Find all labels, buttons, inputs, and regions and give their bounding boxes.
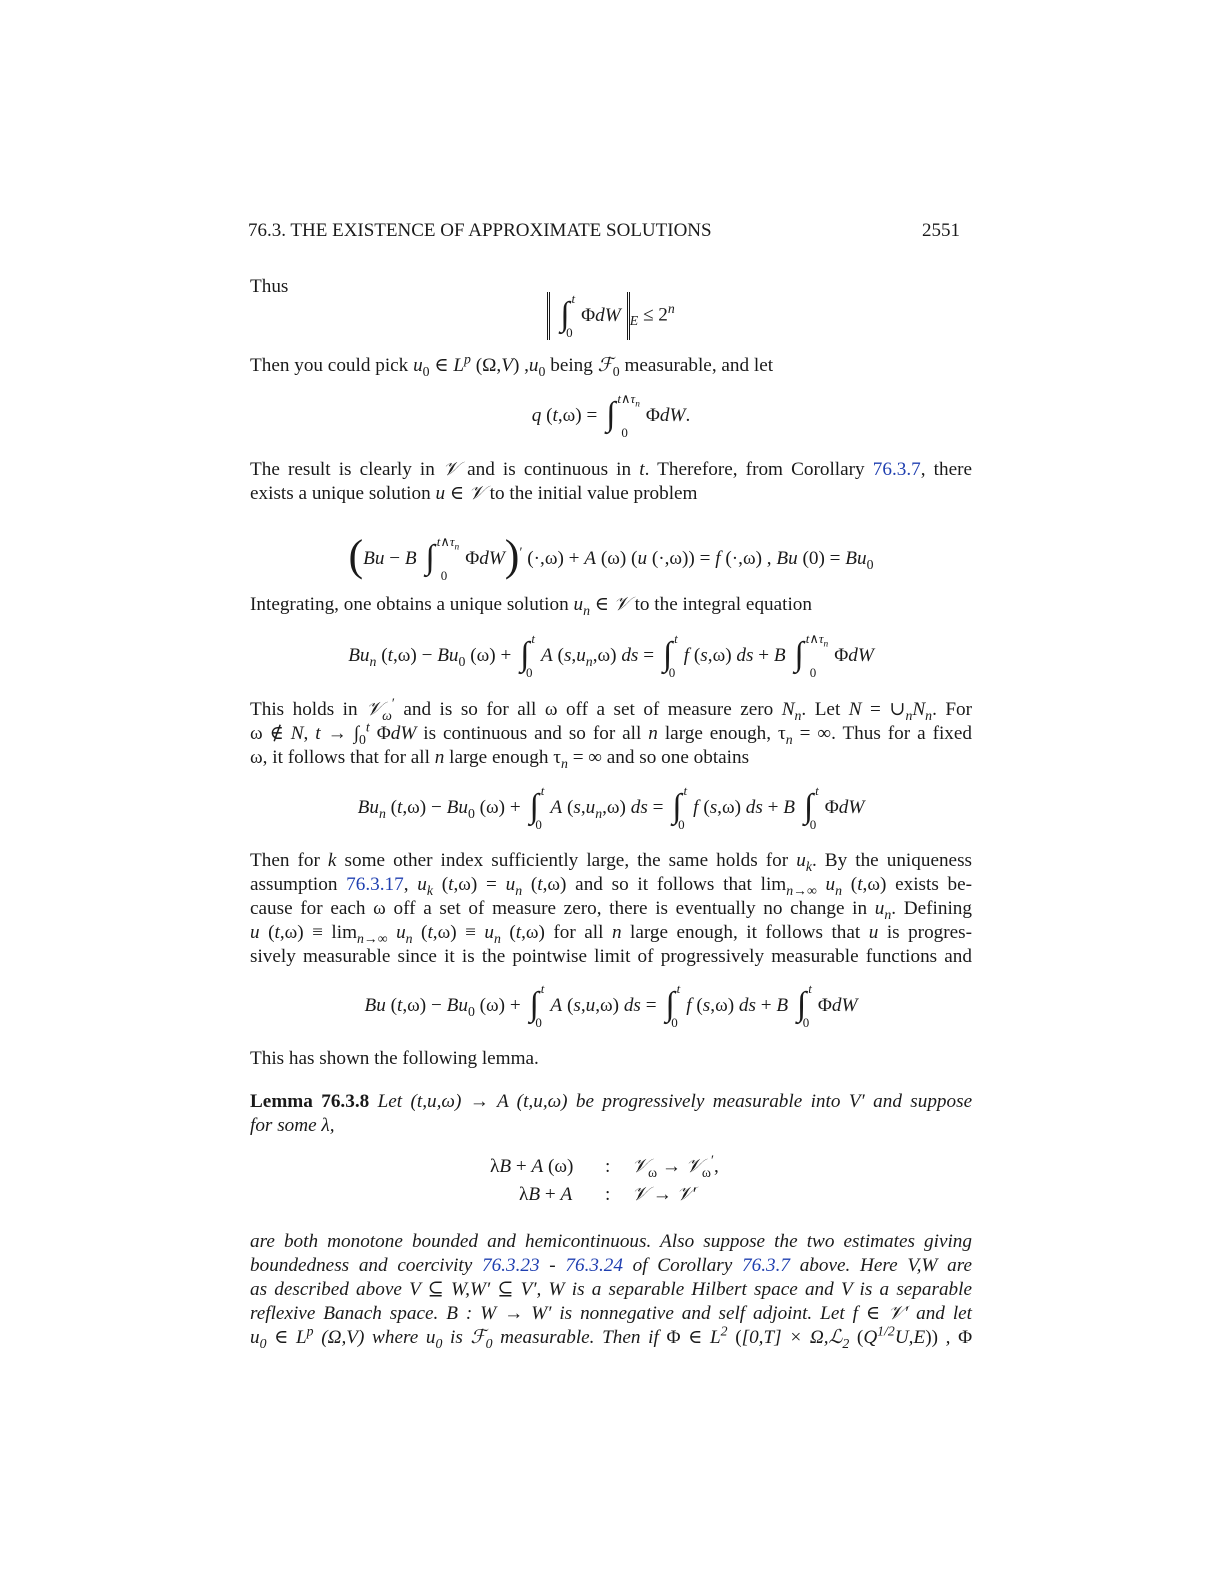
paragraph-uniqueness-line1: Then for k some other index sufficiently large, the same holds for $u_k$. By the uniqueness bbox=[250, 850, 973, 874]
lemma-label: Lemma 76.3.8 bbox=[250, 1091, 370, 1112]
paragraph-uniqueness-line3: cause for each ω off a set of measure zero, there is eventually no change in $u_n$. Defining bbox=[250, 898, 972, 922]
equation-integral-u: Bu $(t,\omega) - Bu_0$ (ω) + ∫ t 0 A (s,u,ω) ds = ∫ t 0 f (s,ω) ds + B ∫ t 0 ΦdW bbox=[364, 980, 858, 1030]
lemma-line2: for some λ, bbox=[250, 1115, 335, 1136]
paragraph-pick: Then you could pick $u_0$ ∈ $L^p$ (Ω,V) $,u_0$ being ℱ$_0$ measurable, and let bbox=[250, 351, 774, 379]
lemma-line5: as described above V ⊆ W,W′ ⊆ V′, W is a separable Hilbert space and V is a separable bbox=[250, 1279, 972, 1300]
corollary-link-2[interactable]: 76.3.7 bbox=[742, 1255, 790, 1276]
paragraph-shown: This has shown the following lemma. bbox=[250, 1048, 539, 1069]
running-title: 76.3. THE EXISTENCE OF APPROXIMATE SOLUTIONS bbox=[248, 220, 712, 241]
corollary-link[interactable]: 76.3.7 bbox=[872, 459, 921, 480]
paragraph-holds-line2: ω ∉ N, $t \to \int_0^t$ ΦdW is continuous and so for all n large enough, $\tau_n$ = ∞. Thus for a fixed bbox=[250, 719, 973, 747]
equation-norm-bound: ∫ t 0 ΦdW $_E \le 2^n$ bbox=[250, 292, 972, 340]
equation-initial-value-problem: (Bu − B ∫ $t\wedge\tau_n$ 0 ΦdW)′ (·,ω) + A (ω) (u (·,ω)) = f (·,ω) , Bu $(0) = Bu_0$ bbox=[348, 531, 874, 583]
lemma-line3: are both monotone bounded and hemicontinuous. Also suppose the two estimates giving bbox=[250, 1231, 972, 1252]
paragraph-result-line2: exists a unique solution u ∈ 𝒱 to the initial value problem bbox=[250, 483, 698, 504]
equation-integral-n: $Bu_n$ $(t,\omega) - Bu_0$ (ω) + ∫ t 0 A $(s,u_n,\omega)$ ds = ∫ t 0 f (s,ω) ds + B ∫ $t\wedge\tau_n$ 0 ΦdW bbox=[348, 630, 874, 680]
paragraph-integrating: Integrating, one obtains a unique solution $u_n$ ∈ 𝒱 to the integral equation bbox=[250, 594, 812, 618]
lemma-line7: $u_0$ ∈ $L^p$ (Ω,V) where $u_0$ is ℱ$_0$ measurable. Then if Φ ∈ $L^2$ ([0,T] × Ω,ℒ$_2$ $(Q^{1/2}U,E)$) , Φ bbox=[250, 1323, 973, 1351]
paragraph-thus: Thus bbox=[250, 276, 289, 297]
equation-link-1[interactable]: 76.3.23 bbox=[481, 1255, 540, 1276]
page-number: 2551 bbox=[922, 220, 960, 241]
lemma-line6: reflexive Banach space. B : W → W′ is nonnegative and self adjoint. Let f ∈ 𝒱′ and let bbox=[250, 1303, 972, 1324]
paragraph-result-line1: The result is clearly in 𝒱 and is continuous in t. Therefore, from Corollary 76.3.7, there bbox=[250, 459, 972, 480]
equation-link-2[interactable]: 76.3.24 bbox=[565, 1255, 623, 1276]
lemma-line4: boundedness and coercivity 76.3.23 - 76.3.24 of Corollary 76.3.7 above. Here V,W are bbox=[250, 1255, 973, 1276]
paragraph-holds-line3: ω, it follows that for all n large enough $\tau_n$ = ∞ and so one obtains bbox=[250, 747, 750, 771]
equation-q-definition: q (t,ω) = ∫ $t\wedge\tau_n$ 0 ΦdW. bbox=[531, 390, 691, 440]
paragraph-uniqueness-line2: assumption 76.3.17, $u_k$ $(t,\omega) = u_n$ (t,ω) and so it follows that $\lim_{n\to\infty} u_n$ (t,ω) exists be- bbox=[250, 874, 973, 898]
page: 76.3. THE EXISTENCE OF APPROXIMATE SOLUTIONS 2551 Thus ∫ t 0 ΦdW $_E \le 2^n$ Then you could pick $u_0$ ∈ $L^p$ (Ω,V) $,u_0$ being ℱ$_0$ measurable, and let q (t,ω) = ∫ $t\wedge\tau_n$ 0 ΦdW. The result is clearly in 𝒱 and is continuous in t. Therefore, from Corollary 76.3.7, there exists a unique solution u ∈ 𝒱 to the initial value problem (Bu − B ∫ $t\wedge\tau_n$ 0 ΦdW)′ (·,ω) + A (ω) (u (·,ω)) = f (·,ω) , Bu $(0) = Bu_0$ Integrating, one obtains a unique solution $u_n$ ∈ 𝒱 to the integral equation $Bu_n$ $(t,\omega) - Bu_0$ (ω) + ∫ t 0 A $(s,u_n,\omega)$ ds = ∫ t 0 f (s,ω) ds + B ∫ $t\wedge\tau_n$ 0 ΦdW This holds in 𝒱$_\omega$′ and is so for all ω off a set of measure zero $N_n$. Let $N = \cup_nN_n$. For ω ∉ N, $t \to \int_0^t$ ΦdW is continuous and so for all n large enough, $\tau_n$ = ∞. Thus for a fixed ω, it follows that for all n large enough $\tau_n$ = ∞ and so one obtains $Bu_n$ $(t,\omega) - Bu_0$ (ω) + ∫ t 0 A $(s,u_n,\omega)$ ds = ∫ t 0 f (s,ω) ds + B ∫ t 0 ΦdW Then for k some other index sufficiently large, the same holds for $u_k$. By the uniqueness assumption 76.3.17, $u_k$ $(t,\omega) = u_n$ (t,ω) and so it follows that $\lim_{n\to\infty} u_n$ (t,ω) exists be- cause for each ω off a set of measure zero, there is eventually no change in $u_n$. Defining u $(t,\omega) \equiv \lim_{n\to\infty} u_n$ $(t,\omega) \equiv u_n$ (t,ω) for all n large enough, it follows that u is progres- sively measurable since it is the pointwise limit of progressively measurable functions and Bu $(t,\omega) - Bu_0$ (ω) + ∫ t 0 A (s,u,ω) ds = ∫ t 0 f (s,ω) ds + B ∫ t 0 ΦdW This has shown the following lemma. Lemma 76.3.8 Let (t,u,ω) → A (t,u,ω) be progressively measurable into V′ and suppose for some λ, λB + A (ω) : 𝒱$_\omega$ → 𝒱$_\omega$′, λB + A : 𝒱 → 𝒱′ are both monotone bounded and hemicontinuous. Also suppose the two estimates giving boundedness and coercivity 76.3.23 - 76.3.24 of Corollary 76.3.7 above. Here V,W are as described above V ⊆ W,W′ ⊆ V′, W is a separable Hilbert space and V is a separable reflexive Banach space. B : W → W′ is nonnegative and self adjoint. Let f ∈ 𝒱′ and let $u_0$ ∈ $L^p$ (Ω,V) where $u_0$ is ℱ$_0$ measurable. Then if Φ ∈ $L^2$ ([0,T] × Ω,ℒ$_2$ $(Q^{1/2}U,E)$) , Φ bbox=[248, 220, 973, 1351]
assumption-link[interactable]: 76.3.17 bbox=[346, 874, 404, 895]
paragraph-holds-line1: This holds in 𝒱$_\omega$′ and is so for all ω off a set of measure zero $N_n$. Let $N = \cup_nN_n$. For bbox=[250, 695, 973, 723]
paragraph-uniqueness-line5: sively measurable since it is the pointwise limit of progressively measurable functions and bbox=[250, 946, 972, 967]
paragraph-uniqueness-line4: u $(t,\omega) \equiv \lim_{n\to\infty} u_n$ $(t,\omega) \equiv u_n$ (t,ω) for all n large enough, it follows that u is progres- bbox=[250, 922, 973, 946]
equation-integral-limit: $Bu_n$ $(t,\omega) - Bu_0$ (ω) + ∫ t 0 A $(s,u_n,\omega)$ ds = ∫ t 0 f (s,ω) ds + B ∫ t 0 ΦdW bbox=[357, 782, 865, 832]
lemma-line1: Lemma 76.3.8 Let (t,u,ω) → A (t,u,ω) be progressively measurable into V′ and suppose bbox=[250, 1091, 973, 1112]
